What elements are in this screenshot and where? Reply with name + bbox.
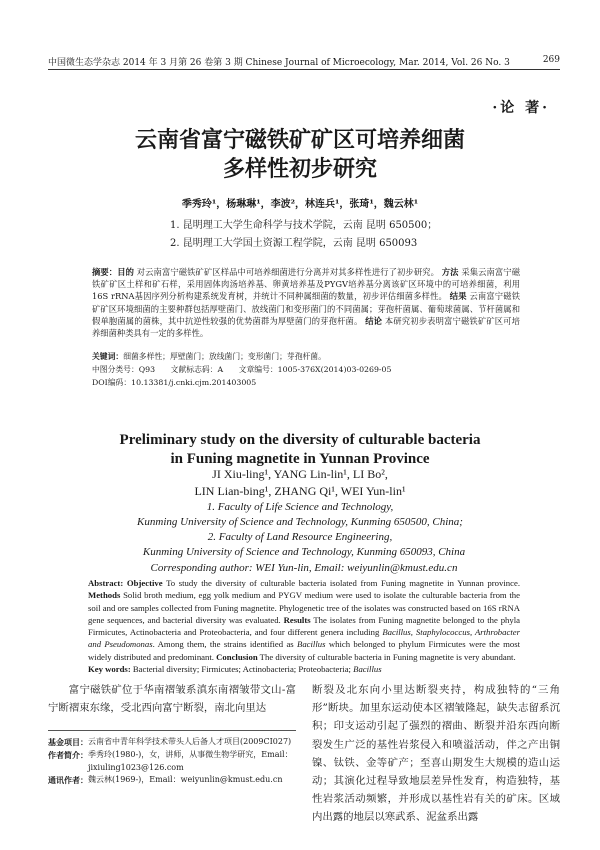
affiliation-en-4: Kunming University of Science and Technology, Kunming 650093, China <box>142 546 466 558</box>
abstract-en <box>88 545 520 675</box>
authors-cn: 季秀玲¹，杨琳琳¹，李波²，林连兵¹，张琦¹，魏云林¹ <box>181 199 419 210</box>
keywords-cn <box>92 351 520 362</box>
abstract-cn-objective: 对云南富宁磁铁矿矿区样品中可培养细菌进行分离并对其多样性进行了初步研究。 <box>136 267 440 277</box>
abstract-en-methods: Solid broth medium, egg yolk medium and PYGV medium were used to isolate the culturable bacteria from the soil and ore samples collected from Funing magnetite. Phylogenetic tree of the isolates was constructed based on 16S rRNA gene sequences, and bacterial diversity was evaluated. <box>88 590 521 625</box>
abstract-en-objective: To study the diversity of culturable bacteria isolated from Funing magnetite in Yunnan province. <box>166 578 521 588</box>
body-right-column: 断裂及北东向小里达断裂夹持，构成独特的“三角形”断块。加里东运动使本区褶皱隆起，缺失志留系沉积；印支运动引起了强烈的褶曲、断裂并沿东西向断裂发生广泛的基性岩浆侵入和喷溢活动，伴之产出铜镍、钛铁、金等矿产；至喜山期发生大规模的造山运动；其演化过程导致地层差异性发育，构造独特，基性岩浆活动频繁，并形成以基性岩有关的矿床。区域内出露的地层以寒武系、泥盆系出露 <box>312 684 560 824</box>
abstract-cn-result-label: 结果 <box>449 291 467 302</box>
section-label: ·论 著· <box>492 100 550 116</box>
title-en <box>0 431 600 469</box>
footnote-funding-label: 基金项目： <box>48 737 88 747</box>
abstract-en-label: Abstract: <box>88 578 124 588</box>
keywords-en-label: Key words: <box>88 664 131 675</box>
affiliation-en-3-visible <box>0 531 600 543</box>
title-en-line-2: in Funing magnetite in Yunnan Province <box>170 451 430 467</box>
authors-en-line-2: LIN Lian-bing¹, ZHANG Qi¹, WEI Yun-lin¹ <box>194 484 406 498</box>
title-cn-line-2: 多样性初步研究 <box>222 156 377 182</box>
abstract-en-results-label: Results <box>283 614 311 625</box>
header-rule <box>48 69 560 70</box>
running-header <box>48 55 560 68</box>
abstract-en-objective-label: Objective <box>126 578 163 588</box>
authors-en-line-1: JI Xiu-ling¹, YANG Lin-lin¹, LI Bo², <box>212 467 388 481</box>
classification-cn: 中图分类号：Q93 文献标志码：A 文章编号：1005-376X(2014)03-0269-05 <box>92 365 392 374</box>
footnote-author-text: 季秀玲(1980-)，女，讲师，从事微生物学研究，Email：jixiuling1023@126.com <box>88 749 293 772</box>
keywords-en <box>88 663 520 675</box>
footnote-funding <box>48 736 300 749</box>
footnote-rule <box>48 730 296 731</box>
affiliation-en-3-text: 2. Faculty of Land Resource Engineering, <box>207 531 393 543</box>
footnote-corresponding-label: 通讯作者： <box>48 775 88 786</box>
footnote-corresponding-text: 魏云林(1969-)，Email：weiyunlin@kmust.edu.cn <box>88 775 283 785</box>
doi: DOI编码：10.13381/j.cnki.cjm.201403005 <box>92 378 257 387</box>
keywords-cn-text: 细菌多样性；厚壁菌门；放线菌门；变形菌门；芽孢杆菌。 <box>123 352 326 361</box>
abstract-cn-label: 摘要： <box>92 267 118 277</box>
title-en-line-1: Preliminary study on the diversity of culturable bacteria <box>119 432 481 448</box>
abstract-cn-conclusion-label: 结论 <box>365 315 383 326</box>
keywords-en-text: Bacterial diversity; Firmicutes; Actinobacteria; Proteobacteria; <box>132 664 354 675</box>
abstract-en-results-post: which belonged to phylum Firmicutes were the most widely distributed and predominant. <box>88 639 521 662</box>
abstract-cn-conclusion: 本研究初步表明富宁磁铁矿矿区可培养细菌种类具有一定的多样性。 <box>92 315 520 339</box>
keywords-en-last: Bacillus <box>353 664 382 675</box>
footnote-author <box>48 749 300 775</box>
body-left-column: 富宁磁铁矿位于华南褶皱系滇东南褶皱带文山-富宁断褶束东缘，受北西向富宁断裂，南北向里达 <box>48 684 296 715</box>
abstract-en-bacillus: Bacillus <box>297 639 326 650</box>
abstract-en-results-mid: . Among them, the strains identified as <box>152 639 298 650</box>
corresponding-author-en: Corresponding author: WEI Yun-lin, Email: weiyunlin@kmust.edu.cn <box>150 562 458 574</box>
footnote-funding-text: 云南省中青年科学技术带头人后备人才项目(2009CI027) <box>88 737 292 746</box>
affiliation-en-1: 1. Faculty of Life Science and Technology, <box>206 501 394 513</box>
page-number: 269 <box>542 55 560 65</box>
footnotes <box>48 736 300 787</box>
footnote-author-label: 作者简介： <box>48 749 88 760</box>
title-cn <box>0 126 600 184</box>
affiliation-cn-1: 1. 昆明理工大学生命科学与技术学院，云南 昆明 650500； <box>170 220 438 231</box>
abstract-cn-method: 采集云南富宁磁铁矿矿区土样和矿石样，采用固体肉汤培养基、卵黄培养基及PYGV培养基分离该矿区环境中的可培养细菌，利用16S rRNA基因序列分析构建系统发育树，并统计不同种属细菌的数量，初步评估细菌多样性。 <box>92 267 520 302</box>
title-cn-line-1: 云南省富宁磁铁矿矿区可培养细菌 <box>134 127 465 153</box>
abstract-en-conclusion: The diversity of culturable bacteria in Funing magnetite is very abundant. <box>259 651 516 662</box>
abstract-cn-method-label: 方法 <box>441 267 459 277</box>
footnote-corresponding <box>48 774 300 787</box>
affiliation-en-2: Kunming University of Science and Technology, Kunming 650500, China; <box>137 516 463 528</box>
abstract-en-genera: Bacillus, Staphylococcus, Arthrobacter and Pseudomonas <box>88 627 520 650</box>
affiliation-cn-2: 2. 昆明理工大学国土资源工程学院，云南 昆明 650093 <box>170 238 418 249</box>
abstract-en-conclusion-label: Conclusion <box>216 651 258 662</box>
abstract-cn-result: 云南富宁磁铁矿矿区环境细菌的主要种群包括厚壁菌门、放线菌门和变形菌门的不同菌属；芽孢杆菌属、葡萄球菌属、节杆菌属和假单胞菌属的菌株，其中抗逆性较强的优势菌群为厚壁菌门的芽孢杆菌。 <box>92 291 520 326</box>
abstract-en-methods-label: Methods <box>88 590 121 601</box>
running-header-text: 中国微生态学杂志 2014 年 3 月第 26 卷第 3 期 Chinese Journal of Microecology, Mar. 2014, Vol. 26 No. 3 <box>48 58 510 68</box>
keywords-cn-label: 关键词： <box>92 352 124 361</box>
abstract-cn <box>92 266 520 339</box>
abstract-en-results-pre: The isolates from Funing magnetite belonged to the phyla Firmicutes, Actinobacteria and Proteobacteria, and four different genera including <box>88 614 521 638</box>
abstract-cn-objective-label: 目的 <box>117 267 134 277</box>
